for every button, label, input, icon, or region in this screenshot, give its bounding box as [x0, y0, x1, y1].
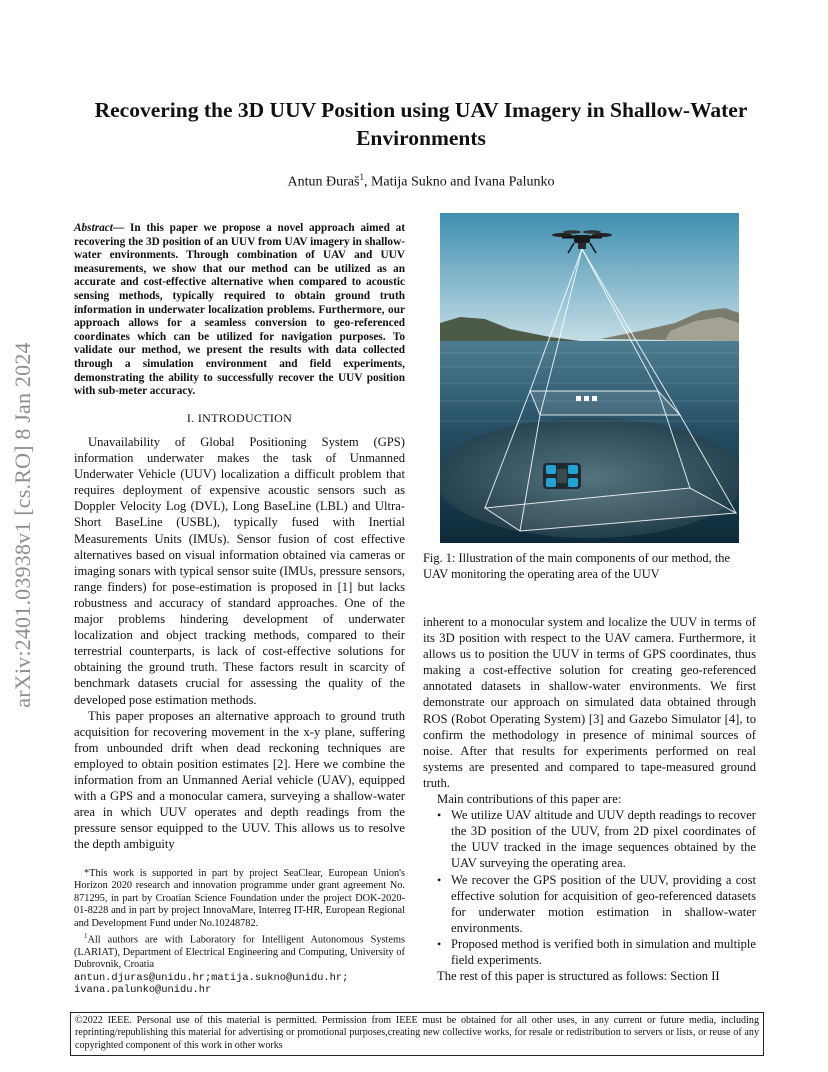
footnote-support: *This work is supported in part by project SeaClear, European Union's Horizon 2020 research and innovation programme under grant agreement No. 871295, in part by Croatian Science Foundation under the project DOK-2020-01-8228 and in part by project InnovaMare, Interreg IT-HR, European Regional and Development Fund under No.10248782.	[74, 868, 405, 929]
contributions-list	[423, 807, 756, 968]
author-others: , Matija Sukno and Ivana Palunko	[363, 174, 555, 190]
footnote-affiliation	[74, 930, 405, 972]
arxiv-sidebar-identifier	[2, 290, 44, 760]
intro-paragraph-1: Unavailability of Global Positioning System (GPS) information underwater makes the task of Unmanned Underwater Vehicle (UUV) localization a difficult problem that requires deployment of expensive acoustic sensors such as Doppler Velocity Log (DVL), Long BaseLine (LBL) and Ultra-Short BaseLine (USBL), typically fused with Inertial Measurements Units (IMUs). Sensor fusion of cost effective alternatives based on visual information obtained via cameras or imaging sonars with typical sensor suite (IMUs, pressure sensors, range finders) for pose-estimation is proposed in [1] but lacks robustness and accuracy of standard approaches. One of the major problems hindering development of underwater localization and object tracking methods, compared to their terrestrial counterparts, is lack of cost-effective solutions for obtaining the ground truth. These factors result in scarcity of benchmark datasets crucial for assessing the quality of the developed pose estimation methods.	[74, 435, 405, 707]
section-heading-introduction: I. INTRODUCTION	[186, 411, 293, 425]
footnote-emails: antun.djuras@unidu.hr;matija.sukno@unidu.hr; ivana.palunko@unidu.hr	[74, 971, 349, 997]
contribution-item: • We recover the GPS position of the UUV, providing a cost effective solution for acquisition of geo-referenced datasets for underwater motion estimation in shallow-water environments.	[437, 872, 756, 935]
intro-paragraph-2: This paper proposes an alternative approach to ground truth acquisition for recovering movement in the x-y plane, suffering from unbounded drift when dead reckoning techniques are employed to obtain position estimates [2]. Here we combine the information from an Unmanned Aerial vehicle (UAV), equipped with a GPS and a monocular camera, surveying a shallow-water area in which UUV operates and depth readings from the pressure sensor equipped to the UUV. This allows us to resolve the depth ambiguity	[74, 708, 405, 852]
right-paragraph-1: inherent to a monocular system and localize the UUV in terms of its 3D position with respect to the UAV camera. Furthermore, it allows us to position the UUV in terms of GPS coordinates, thus making a cost-effective solution for creating geo-referenced annotated datasets in shallow-water environments. We first demonstrate our approach on simulated data obtained through ROS (Robot Operating System) [3] and Gazebo Simulator [4], to confirm the methodology in presence of minimal sources of noise. After that results for experiments performed on real systems are presented and compared to tape-measured ground truth.	[423, 615, 756, 790]
abstract-text: — In this paper we propose a novel approach aimed at recovering the 3D position of an UUV from UAV imagery in shallow-water environments. Through combination of UAV and UUV measurements, we show that our method can be utilized as an accurate and cost-effective alternative when compared to acoustic sensing methods, typically required to obtain ground truth information in underwater localization problems. Furthermore, our approach allows for a seamless conversion to geo-referenced coordinates which can be utilized for navigation purposes. To validate our method, we present the results with data collected through a simulation environment and field experiments, demonstrating the ability to successfully recover the UUV position with sub-meter accuracy.	[74, 222, 405, 398]
footnotes	[74, 868, 405, 996]
ieee-copyright-notice: ©2022 IEEE. Personal use of this material is permitted. Permission from IEEE must be obtained for all other uses, in any current or future media, including reprinting/republishing this material for advertising or promotional purposes,creating new collective works, for resale or redistribution to servers or lists, or reuse of any copyrighted component of this work in other works	[70, 1012, 764, 1056]
uuv-robot-icon	[543, 463, 581, 489]
author-first: Antun Đuraš	[287, 174, 360, 190]
footnote-affiliation-mark: 1	[84, 932, 88, 941]
bullet-icon: •	[437, 936, 442, 951]
bullet-icon: •	[437, 808, 442, 823]
structure-sentence: The rest of this paper is structured as follows: Section II	[437, 969, 720, 984]
figure-uav-uuv-illustration	[440, 213, 739, 543]
contribution-item: • We utilize UAV altitude and UUV depth readings to recover the 3D position of the UUV, from 2D pixel coordinates of the UUV tracked in the image sequences obtained by the UAV surveying the operating area.	[437, 808, 756, 871]
footnote-affiliation-text: All authors are with Laboratory for Intelligent Autonomous Systems (LARIAT), Department of Electrical Engineering and Computing, University of Dubrovnik, Croatia	[74, 934, 405, 971]
contributions-heading: Main contributions of this paper are:	[437, 792, 622, 807]
arxiv-id-text: arXiv:2401.03938v1 [cs.RO] 8 Jan 2024	[10, 342, 35, 708]
contribution-item: • Proposed method is verified both in simulation and multiple field experiments.	[437, 936, 756, 967]
paper-title: Recovering the 3D UUV Position using UAV Imagery in Shallow-Water Environments	[94, 98, 748, 150]
bullet-icon: •	[437, 872, 442, 887]
surface-marker-icon	[576, 396, 597, 401]
introduction-body	[74, 434, 405, 852]
abstract-label: Abstract	[74, 222, 113, 234]
figure-caption: Fig. 1: Illustration of the main components of our method, the UAV monitoring the operating area of the UUV	[423, 551, 730, 581]
author-line	[60, 172, 782, 191]
right-column-body	[423, 614, 756, 984]
abstract	[74, 222, 405, 399]
author-affiliation-mark: 1	[359, 172, 364, 182]
